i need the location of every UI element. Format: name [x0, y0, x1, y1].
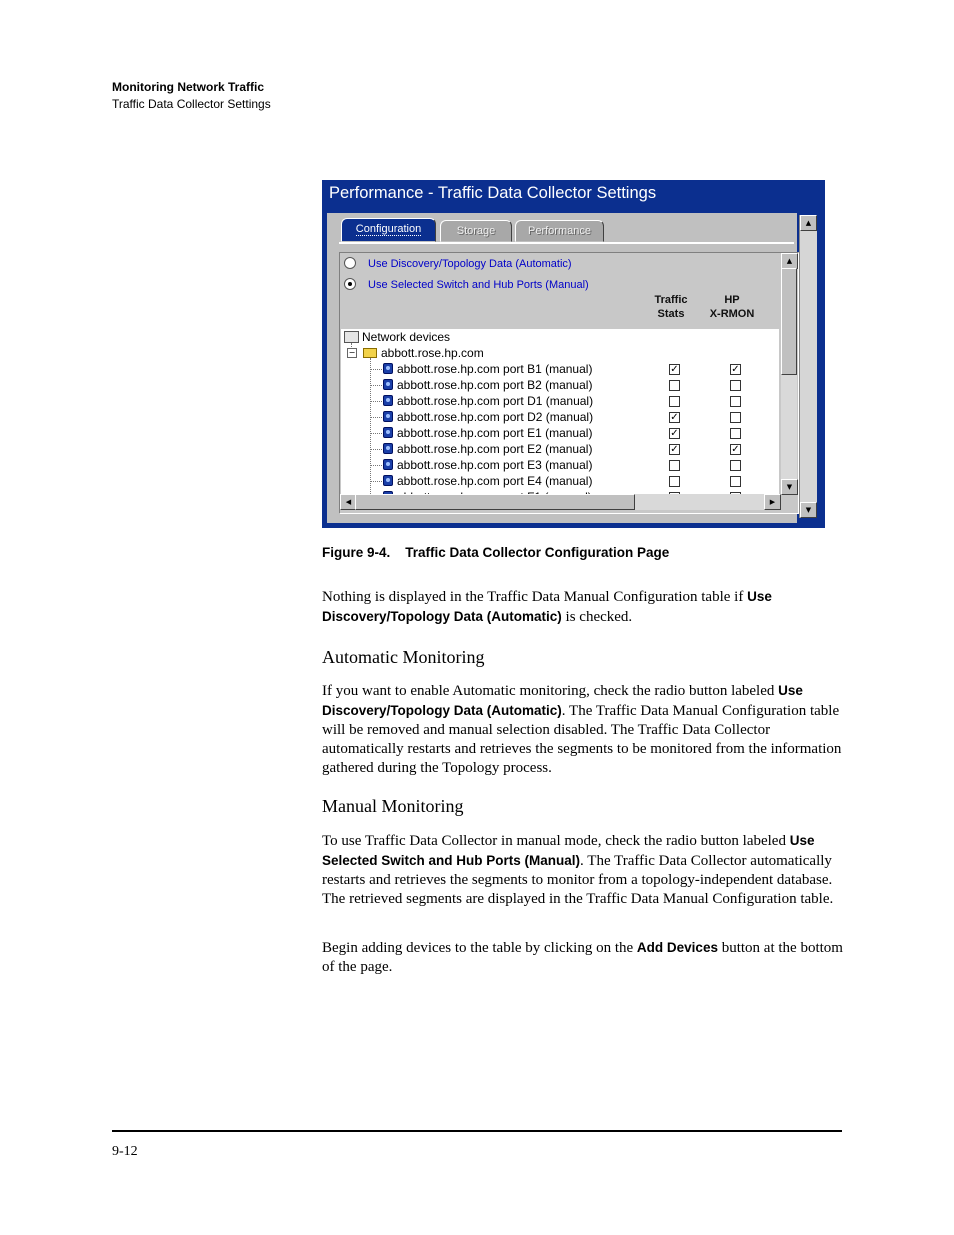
traffic-stats-checkbox[interactable]: ✓: [670, 428, 679, 439]
collapse-icon[interactable]: −: [348, 348, 356, 357]
paragraph-add-devices: Begin adding devices to the table by clicking on the Add Devices button at the bottom of the page.: [322, 940, 843, 975]
traffic-stats-checkbox[interactable]: [669, 380, 680, 391]
hp-xrmon-checkbox[interactable]: [730, 380, 741, 391]
paragraph-intro: Nothing is displayed in the Traffic Data Manual Configuration table if Use Discovery/Topology Data (Automatic) is checked.: [322, 589, 772, 625]
traffic-stats-checkbox[interactable]: [669, 396, 680, 407]
port-row[interactable]: [341, 393, 779, 409]
radio-automatic-icon[interactable]: [344, 257, 356, 269]
tab-divider: [339, 242, 794, 244]
tree-scroll-right-icon[interactable]: ▶: [764, 494, 781, 510]
hp-xrmon-checkbox[interactable]: [730, 396, 741, 407]
port-row[interactable]: [341, 361, 779, 377]
heading-automatic-monitoring: Automatic Monitoring: [322, 647, 485, 667]
hp-xrmon-checkbox[interactable]: [730, 476, 741, 487]
tab-performance[interactable]: Performance: [515, 220, 604, 242]
radio-manual-icon[interactable]: [344, 278, 356, 290]
tree-scroll-down-icon[interactable]: ▼: [781, 479, 798, 495]
paragraph-manual: To use Traffic Data Collector in manual mode, check the radio button labeled Use Selected Switch and Hub Ports (Manual). The Traffic Data Collector automatically restarts and retrieves the segments to monitor from a topology-independent database. The retrieved segments are displayed in the Traffic Data Manual Configuration table.: [322, 833, 834, 907]
running-header-section: Traffic Data Collector Settings: [112, 97, 271, 111]
screenshot-window: [322, 180, 825, 528]
device-tree: [341, 329, 779, 494]
traffic-stats-checkbox[interactable]: [669, 460, 680, 471]
port-label: abbott.rose.hp.com port D2 (manual): [397, 410, 594, 424]
port-label: abbott.rose.hp.com port E1 (manual): [397, 426, 593, 440]
radio-manual[interactable]: Use Selected Switch and Hub Ports (Manual): [344, 279, 589, 291]
hp-xrmon-checkbox[interactable]: [730, 460, 741, 471]
port-label: abbott.rose.hp.com port E2 (manual): [397, 442, 593, 456]
port-icon: [383, 427, 393, 438]
network-devices-icon: [344, 331, 359, 343]
port-row[interactable]: [341, 473, 779, 489]
column-traffic-stats: Traffic Stats: [654, 294, 688, 320]
figure-caption: Figure 9-4. Traffic Data Collector Configuration Page: [322, 545, 670, 560]
port-icon: [383, 395, 393, 406]
port-icon: [383, 475, 393, 486]
configuration-panel: [339, 252, 799, 514]
tab-storage[interactable]: Storage: [440, 220, 512, 242]
hp-xrmon-checkbox[interactable]: ✓: [731, 444, 740, 455]
port-icon: [383, 443, 393, 454]
hp-xrmon-checkbox[interactable]: [730, 428, 741, 439]
page-number: 9-12: [112, 1144, 138, 1159]
port-row[interactable]: [341, 409, 779, 425]
scroll-down-icon[interactable]: ▼: [800, 502, 817, 518]
tree-vertical-scrollbar[interactable]: [781, 253, 797, 494]
hp-xrmon-checkbox[interactable]: ✓: [731, 364, 740, 375]
radio-automatic[interactable]: Use Discovery/Topology Data (Automatic): [344, 258, 572, 270]
port-row[interactable]: [341, 377, 779, 393]
tab-configuration[interactable]: Configuration: [341, 218, 436, 242]
hp-xrmon-checkbox[interactable]: [730, 412, 741, 423]
port-label: abbott.rose.hp.com port D1 (manual): [397, 394, 594, 408]
folder-icon: [363, 348, 377, 358]
tree-horizontal-scrollbar[interactable]: [340, 494, 781, 510]
running-header-chapter: Monitoring Network Traffic: [112, 80, 265, 94]
port-row[interactable]: [341, 441, 779, 457]
tree-device[interactable]: − abbott.rose.hp.com: [348, 346, 484, 360]
traffic-stats-checkbox[interactable]: ✓: [670, 444, 679, 455]
tree-scroll-left-icon[interactable]: ◀: [340, 494, 357, 510]
heading-manual-monitoring: Manual Monitoring: [322, 796, 464, 816]
tree-scroll-thumb[interactable]: [781, 268, 797, 375]
port-label: abbott.rose.hp.com port E3 (manual): [397, 458, 593, 472]
tree-hscroll-thumb[interactable]: [355, 494, 635, 510]
tree-root[interactable]: Network devices: [341, 329, 779, 345]
footer-rule: [112, 1130, 842, 1132]
port-label: abbott.rose.hp.com port B1 (manual): [397, 362, 593, 376]
port-label: abbott.rose.hp.com port B2 (manual): [397, 378, 593, 392]
column-hp-xrmon: HP X-RMON: [709, 294, 755, 320]
scroll-up-icon[interactable]: ▲: [800, 215, 817, 231]
paragraph-automatic: If you want to enable Automatic monitoring, check the radio button labeled Use Discovery/Topology Data (Automatic). The Traffic Data Manual Configuration table will be removed and manual selection disabled. The Traffic Data Collector automatically restarts and retrieves the segments to be monitored from the information gathered during the Topology process.: [322, 683, 842, 776]
page-scrollbar[interactable]: [799, 215, 817, 518]
port-row[interactable]: [341, 457, 779, 473]
port-icon: [383, 459, 393, 470]
tree-scroll-up-icon[interactable]: ▲: [781, 253, 798, 269]
traffic-stats-checkbox[interactable]: [669, 476, 680, 487]
window-title: Performance - Traffic Data Collector Settings: [329, 184, 657, 202]
port-icon: [383, 411, 393, 422]
traffic-stats-checkbox[interactable]: ✓: [670, 412, 679, 423]
traffic-stats-checkbox[interactable]: ✓: [670, 364, 679, 375]
port-row[interactable]: [341, 425, 779, 441]
port-label: abbott.rose.hp.com port E4 (manual): [397, 474, 593, 488]
port-icon: [383, 379, 393, 390]
port-icon: [383, 363, 393, 374]
